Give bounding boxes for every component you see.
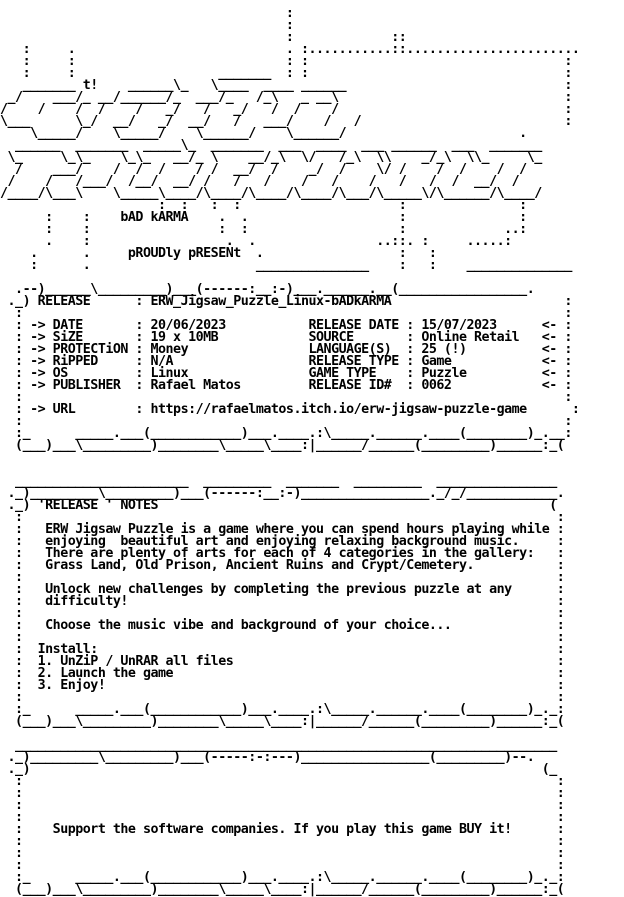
support-footer-panel: ________________________________________________________________________ ._)_________\_________)___(-----:-:---)_________________(_________)--. ._) (_ : : : : : : : : : Support the software companies. If you play this game BUY it! : : : : : : : :_ _____.___(____________)___.____.:\_____.______.____(________)_._: (___)___\_________)________\_____\____:|______/______(_________)______:_( [7, 738, 565, 897]
release-info-panel: .--)______\_________)___(------:__:-)___.______.__(_________________. ._) RELEASE : ERW_Jigsaw_Puzzle_Linux-bADkARMA : : : : -> DATE : 20/06/2023 RELEASE DATE : 15/07/2023 <- : : -> SiZE : 19 x 10MB SOURCE : Online Retail <- : : -> PROTECTiON : Money LANGUAGE(S) : 25 (!) <- : : -> RiPPED : N/A RELEASE TYPE : Game <- : : -> OS : Linux GAME TYPE : Puzzle <- : : -> PUBLISHER : Rafael Matos RELEASE ID# : 0062 <- : : : : -> URL : https://rafaelmatos.itch.io/erw-jigsaw-puzzle-game : : : :_ _____.___(____________)___.____.:\_____.______.____(________)_.__: (___)___\_________)________\_____\____:|______/______(_________)______:_( [7, 282, 580, 453]
release-notes-panel: _______________________ _________ _______ _________ ________________ ._)_________\_________)___(------:__:-)_________________._/_/____________. ._) 'RELEASE ' NOTES ( : : : ERW Jigsaw Puzzle is a game where you can spend hours playing while : : enjoying beautiful art and enjoying relaxing background music. : : There are plenty of arts for each of 4 categories in the gallery: : : Grass Land, Old Prison, Ancient Ruins and Crypt/Cemetery. : : : : Unlock new challenges by completing the previous puzzle at any : : difficulty! : : : : Choose the music vibe and background of your choice... : : : : Install: : : 1. UnZiP / UnRAR all files : : 2. Launch the game : : 3. Enjoy! : : : :_ _____.___(____________)___.____.:\_____.______.____(________)_._: (___)___\_________)________\_____\____:|______/______(_________)______:_( [7, 474, 565, 729]
bad-karma-ascii-logo: : : : :: : . . :...........::....................... : : : : : : : _______ : : : _______ t! ______\_ \____ ____ ______ : _/ ___/_ __/______/_ ___/_ /_\ _ __\ : / / / / / _/ / _/ / / / : \___ \_/ __/ _/ __/ / ___/ / / : \_____/ \_____/ \______/ \______/ . ______ _______ _____\_ _______ ___ ____ ___ ______ ___ _______ \_ \_\_ \_\_ __/_ \ __/_\ \/ /_\ \\ _/_\ \\_ \_ / ___/ / / / / / __/ / _/ / \/ / / / / / / / /___/ /__/ __/ / / / / / / / / / __/ / /____/\___\ \_____\____/\____/\____/\____/\___/\_____\/\______/\____/ : : : : : : : : bAD kARMA . . : : : : : : : ..: . : . . ..::. : .....: . . pROUDly pRESENt . : : : . _______________ : : ______________ [0, 6, 580, 273]
